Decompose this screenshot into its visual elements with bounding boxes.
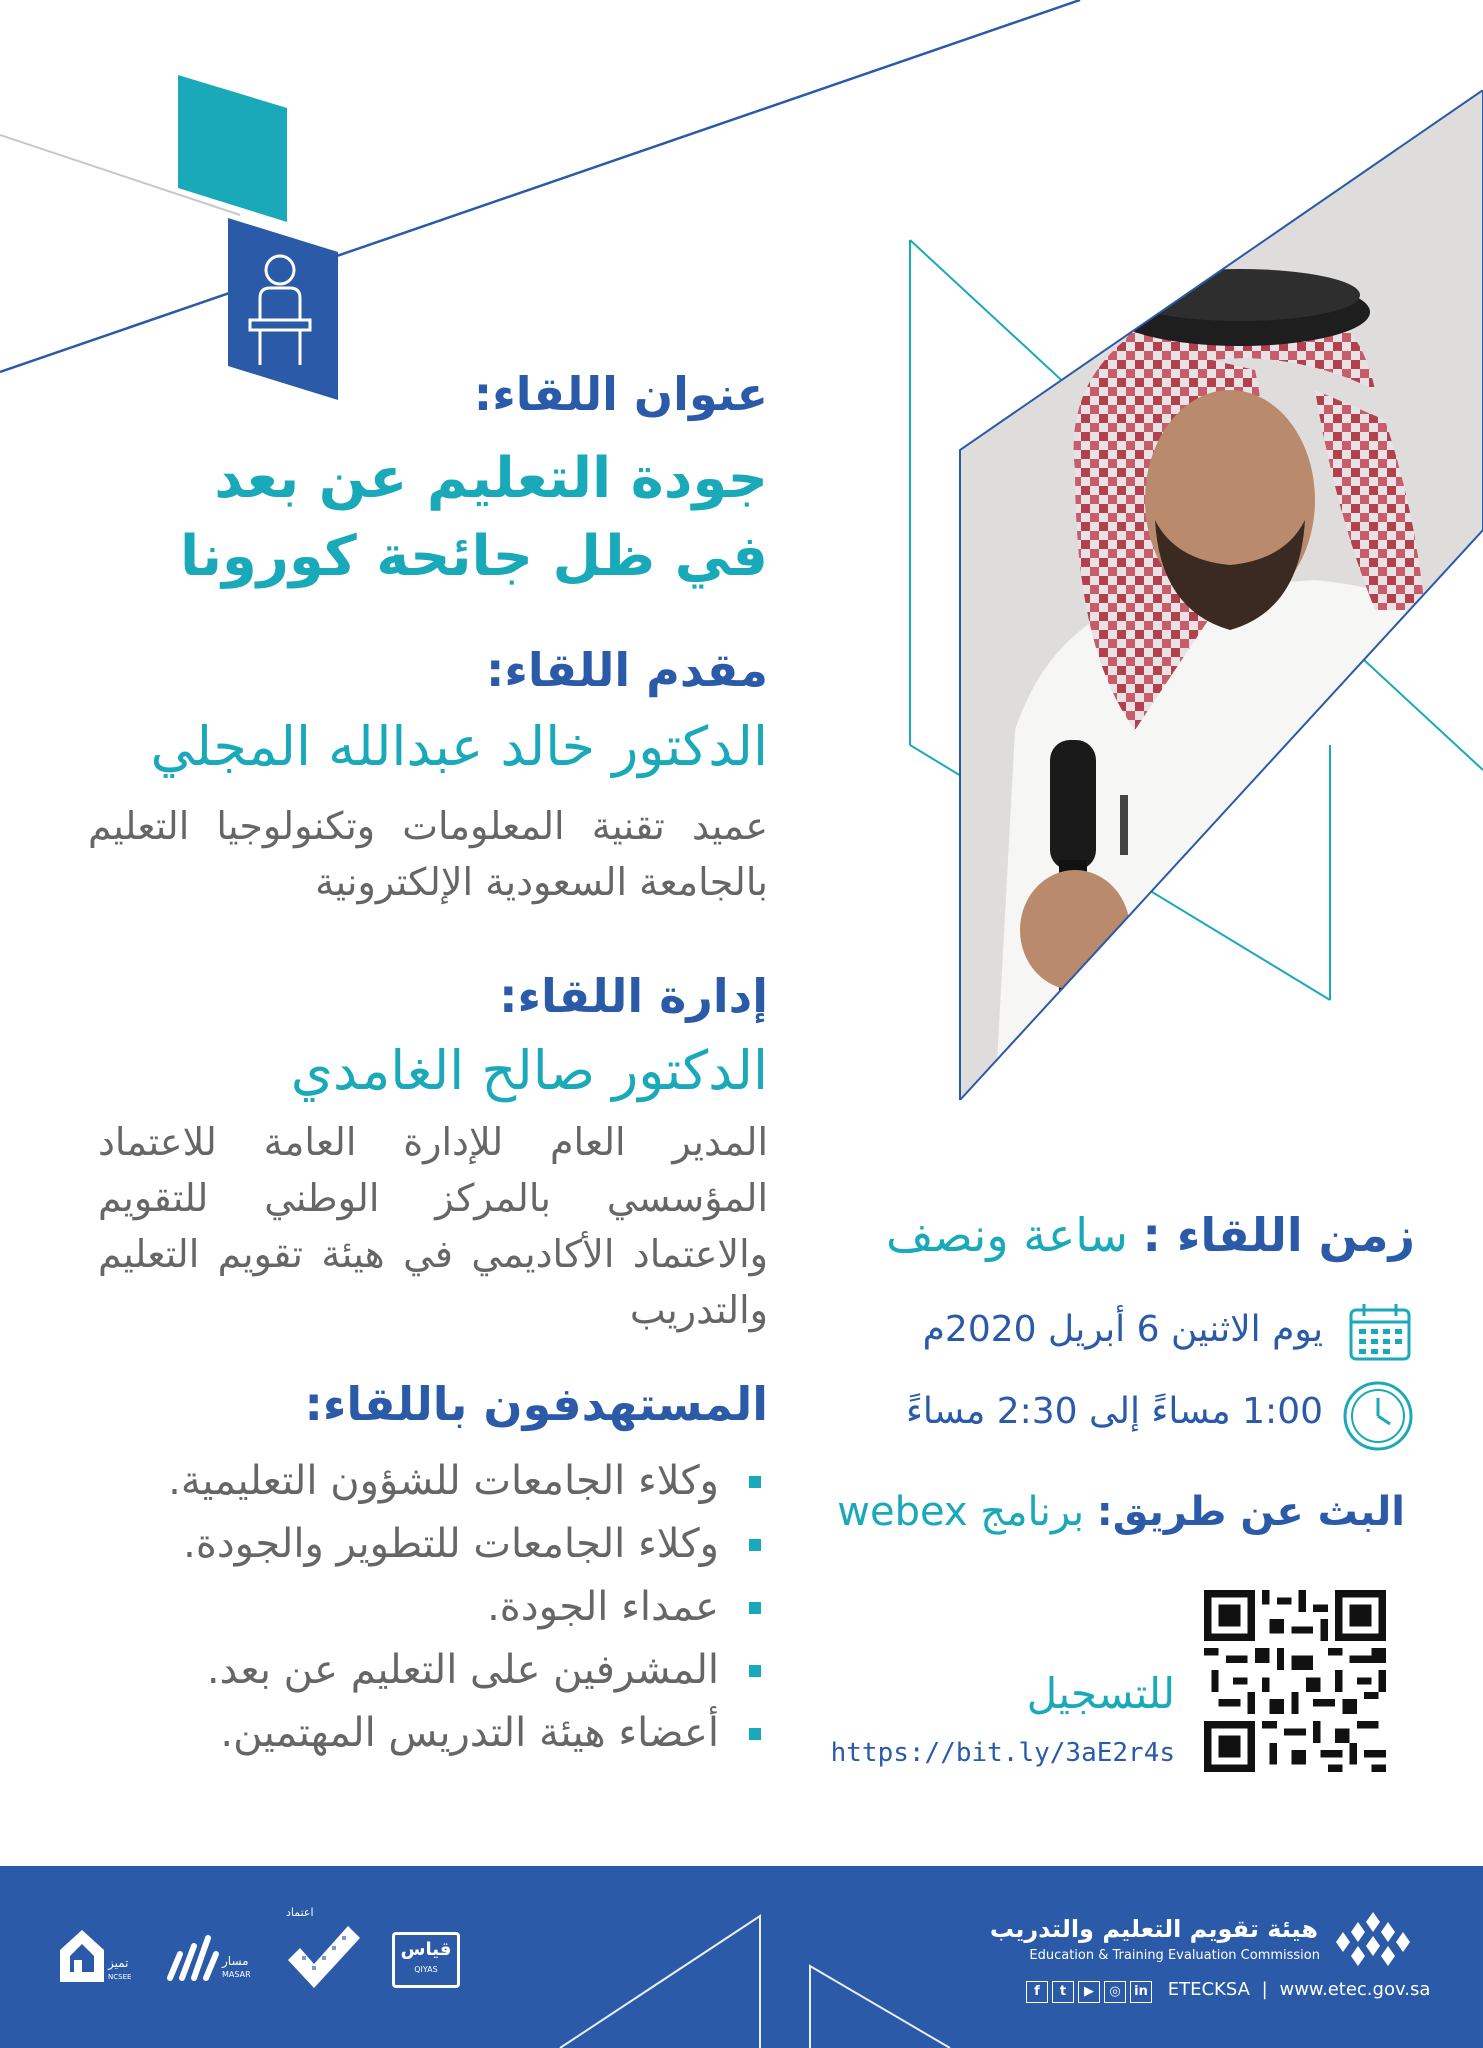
list-item: المشرفين على التعليم عن بعد. bbox=[61, 1639, 761, 1702]
list-item: وكلاء الجامعات للتطوير والجودة. bbox=[61, 1513, 761, 1576]
event-date: يوم الاثنين 6 أبريل 2020م bbox=[922, 1309, 1323, 1350]
footer-bar bbox=[0, 1866, 1483, 2048]
audience-label: المستهدفون باللقاء: bbox=[304, 1377, 768, 1431]
org-name-en: Education & Training Evaluation Commission bbox=[1029, 1948, 1320, 1963]
register-label: للتسجيل bbox=[1026, 1669, 1175, 1718]
clock-icon bbox=[1342, 1380, 1414, 1452]
youtube-icon[interactable]: ▶ bbox=[1078, 1981, 1100, 2003]
presenter-role: عميد تقنية المعلومات وتكنولوجيا التعليم بالجامعة السعودية الإلكترونية bbox=[88, 804, 768, 904]
list-item: أعضاء هيئة التدريس المهتمين. bbox=[61, 1702, 761, 1765]
audience-list bbox=[61, 1450, 761, 1765]
moderator-role: المدير العام للإدارة العامة للاعتماد المؤسسي بالمركز الوطني للتقويم والاعتماد الأكاديمي في هيئة تقويم التعليم والتدريب bbox=[98, 1120, 768, 1332]
footer-contact-row: f t ▶ ◎ in ETECKSA | www.etec.gov.sa bbox=[1022, 1978, 1442, 2003]
facebook-icon[interactable]: f bbox=[1026, 1981, 1048, 2003]
org-name-ar: هيئة تقويم التعليم والتدريب bbox=[989, 1915, 1318, 1943]
accreditation-logo-text: اعتماد bbox=[286, 1906, 314, 1919]
website-link[interactable]: www.etec.gov.sa bbox=[1279, 1979, 1431, 2000]
instagram-icon[interactable]: ◎ bbox=[1104, 1981, 1126, 2003]
qiyas-logo: قياس QIYAS bbox=[392, 1932, 460, 1988]
lecture-title bbox=[48, 440, 768, 596]
linkedin-icon[interactable]: in bbox=[1130, 1981, 1152, 2003]
speaker-podium-icon bbox=[245, 250, 325, 370]
register-link[interactable]: https://bit.ly/3aE2r4s bbox=[830, 1738, 1175, 1768]
presenter-photo bbox=[955, 90, 1483, 1100]
list-item: وكلاء الجامعات للشؤون التعليمية. bbox=[61, 1450, 761, 1513]
tamayuz-logo-icon bbox=[58, 1928, 106, 1984]
broadcast-label: البث عن طريق: bbox=[1096, 1489, 1405, 1535]
lecture-title-line: في ظل جائحة كورونا bbox=[179, 524, 768, 589]
event-time: 1:00 مساءً إلى 2:30 مساءً bbox=[905, 1391, 1323, 1432]
broadcast-info bbox=[805, 1484, 1405, 1540]
title-label: عنوان اللقاء: bbox=[473, 367, 768, 421]
lecture-title-line: جودة التعليم عن بعد bbox=[214, 446, 768, 511]
moderator-label: إدارة اللقاء: bbox=[499, 969, 768, 1023]
qr-code[interactable] bbox=[1204, 1590, 1386, 1772]
broadcast-value: برنامج webex bbox=[837, 1489, 1085, 1535]
list-item: عمداء الجودة. bbox=[61, 1576, 761, 1639]
twitter-icon[interactable]: t bbox=[1052, 1981, 1074, 2003]
masar-logo-text: مسار MASAR bbox=[222, 1954, 251, 1979]
duration-label: زمن اللقاء : bbox=[1142, 1208, 1415, 1262]
moderator-name: الدكتور صالح الغامدي bbox=[290, 1039, 768, 1102]
accreditation-check-icon bbox=[282, 1916, 362, 1996]
masar-logo-icon bbox=[164, 1924, 220, 1984]
duration bbox=[815, 1205, 1415, 1265]
presenter-label: مقدم اللقاء: bbox=[486, 643, 768, 697]
tamayuz-logo-text: تميز NCSEE bbox=[108, 1956, 132, 1981]
social-handle: ETECKSA bbox=[1167, 1979, 1250, 2000]
calendar-icon bbox=[1348, 1302, 1412, 1362]
etec-logo-icon bbox=[1330, 1908, 1416, 1972]
presenter-name: الدكتور خالد عبدالله المجلي bbox=[150, 715, 768, 778]
duration-value: ساعة ونصف bbox=[886, 1208, 1128, 1262]
